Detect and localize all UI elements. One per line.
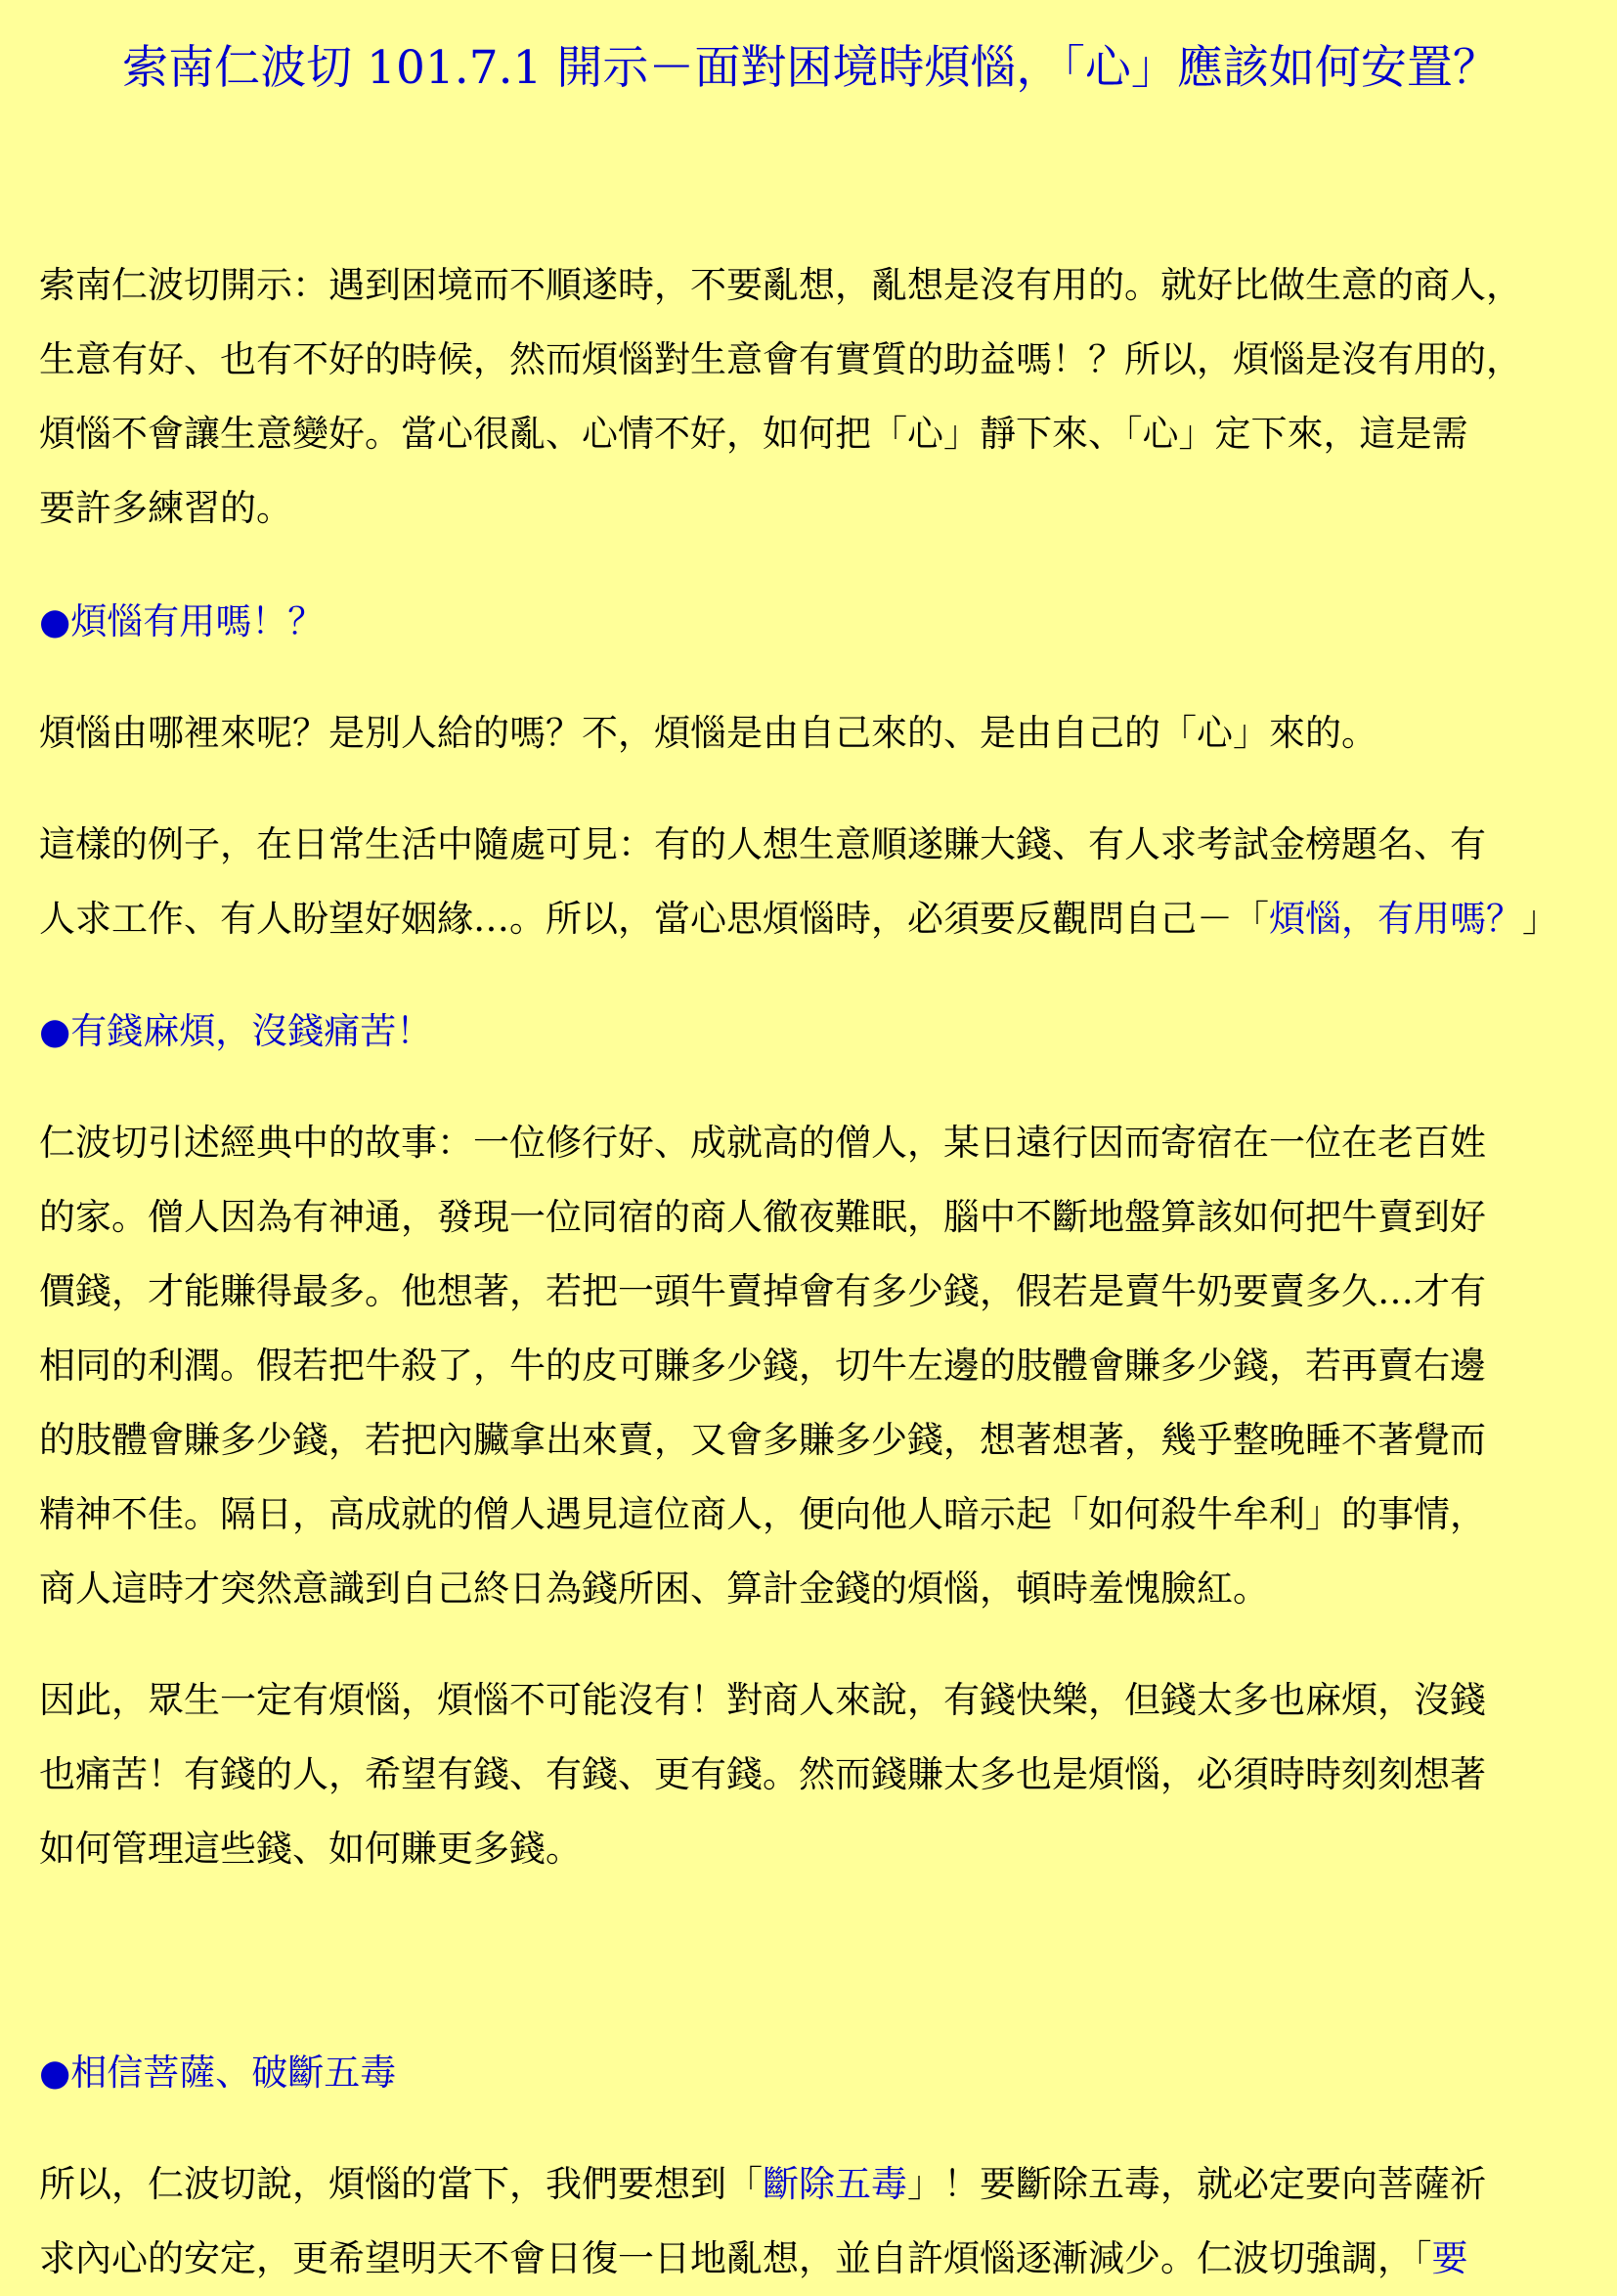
paragraph-line: 仁波切引述經典中的故事：一位修行好、成就高的僧人，某日遠行因而寄宿在一位在老百姓	[39, 1122, 1486, 1164]
paragraph-line: 因此，眾生一定有煩惱，煩惱不可能沒有！對商人來說，有錢快樂，但錢太多也麻煩，沒錢	[39, 1679, 1486, 1721]
paragraph-line: 的家。僧人因為有神通，發現一位同宿的商人徹夜難眠，腦中不斷地盤算該如何把牛賣到好	[39, 1196, 1486, 1238]
paragraph-line: 的肢體會賺多少錢，若把內臟拿出來賣，又會多賺多少錢，想著想著，幾乎整晚睡不著覺而	[39, 1419, 1486, 1461]
section3-paragraph-1	[39, 2147, 1582, 2296]
text-run: 人求工作、有人盼望好姻緣…。所以，當心思煩惱時，必須要反觀問自己－「	[39, 898, 1269, 940]
section-heading-worry-useful: ●煩惱有用嗎！？	[39, 600, 325, 642]
section1-paragraph-1	[39, 696, 1582, 771]
highlight-phrase: 煩惱，有用嗎？	[1269, 898, 1522, 940]
section2-paragraph-1	[39, 1106, 1582, 1626]
paragraph-line: 煩惱由哪裡來呢？是別人給的嗎？不，煩惱是由自己來的、是由自己的「心」來的。	[39, 712, 1377, 754]
text-run: 所以，仁波切說，煩惱的當下，我們要想到「	[39, 2163, 763, 2205]
text-run: 」！要斷除五毒，就必定要向菩薩祈	[907, 2163, 1486, 2205]
paragraph-line	[39, 882, 1582, 956]
text-run: 求內心的安定，更希望明天不會日復一日地亂想，並自許煩惱逐漸減少。仁波切強調，「	[39, 2237, 1432, 2279]
intro-line: 煩惱不會讓生意變好。當心很亂、心情不好，如何把「心」靜下來、「心」定下來，這是需	[39, 413, 1468, 455]
text-run: 」	[1522, 898, 1558, 940]
paragraph-line	[39, 2222, 1582, 2296]
intro-line: 要許多練習的。	[39, 487, 292, 529]
paragraph-line: 商人這時才突然意識到自己終日為錢所困、算計金錢的煩惱，頓時羞愧臉紅。	[39, 1567, 1269, 1610]
highlight-phrase: 斷除五毒	[763, 2163, 907, 2205]
paragraph-line: 價錢，才能賺得最多。他想著，若把一頭牛賣掉會有多少錢，假若是賣牛奶要賣多久…才有	[39, 1270, 1486, 1312]
section2-paragraph-2	[39, 1663, 1582, 1886]
intro-line: 索南仁波切開示：遇到困境而不順遂時，不要亂想，亂想是沒有用的。就好比做生意的商人，	[39, 264, 1522, 306]
paragraph-line: 這樣的例子，在日常生活中隨處可見：有的人想生意順遂賺大錢、有人求考試金榜題名、有	[39, 823, 1486, 865]
section-heading-money-trouble: ●有錢麻煩，沒錢痛苦！	[39, 1010, 433, 1052]
section1-paragraph-2	[39, 808, 1582, 956]
paragraph-line: 相同的利潤。假若把牛殺了，牛的皮可賺多少錢，切牛左邊的肢體會賺多少錢，若再賣右邊	[39, 1345, 1486, 1387]
intro-line: 生意有好、也有不好的時候，然而煩惱對生意會有實質的助益嗎！？所以，煩惱是沒有用的，	[39, 338, 1522, 380]
highlight-phrase: 要	[1431, 2237, 1468, 2279]
intro-paragraph	[39, 248, 1582, 546]
paragraph-line: 如何管理這些錢、如何賺更多錢。	[39, 1828, 582, 1870]
paragraph-line	[39, 2147, 1582, 2222]
section-heading-believe-bodhisattva: ●相信菩薩、破斷五毒	[39, 2052, 397, 2094]
paragraph-line: 精神不佳。隔日，高成就的僧人遇見這位商人，便向他人暗示起「如何殺牛牟利」的事情，	[39, 1493, 1486, 1535]
page-title: 索南仁波切 101.7.1 開示－面對困境時煩惱，「心」應該如何安置？	[122, 41, 1499, 95]
paragraph-line: 也痛苦！有錢的人，希望有錢、有錢、更有錢。然而錢賺太多也是煩惱，必須時時刻刻想著	[39, 1753, 1486, 1795]
